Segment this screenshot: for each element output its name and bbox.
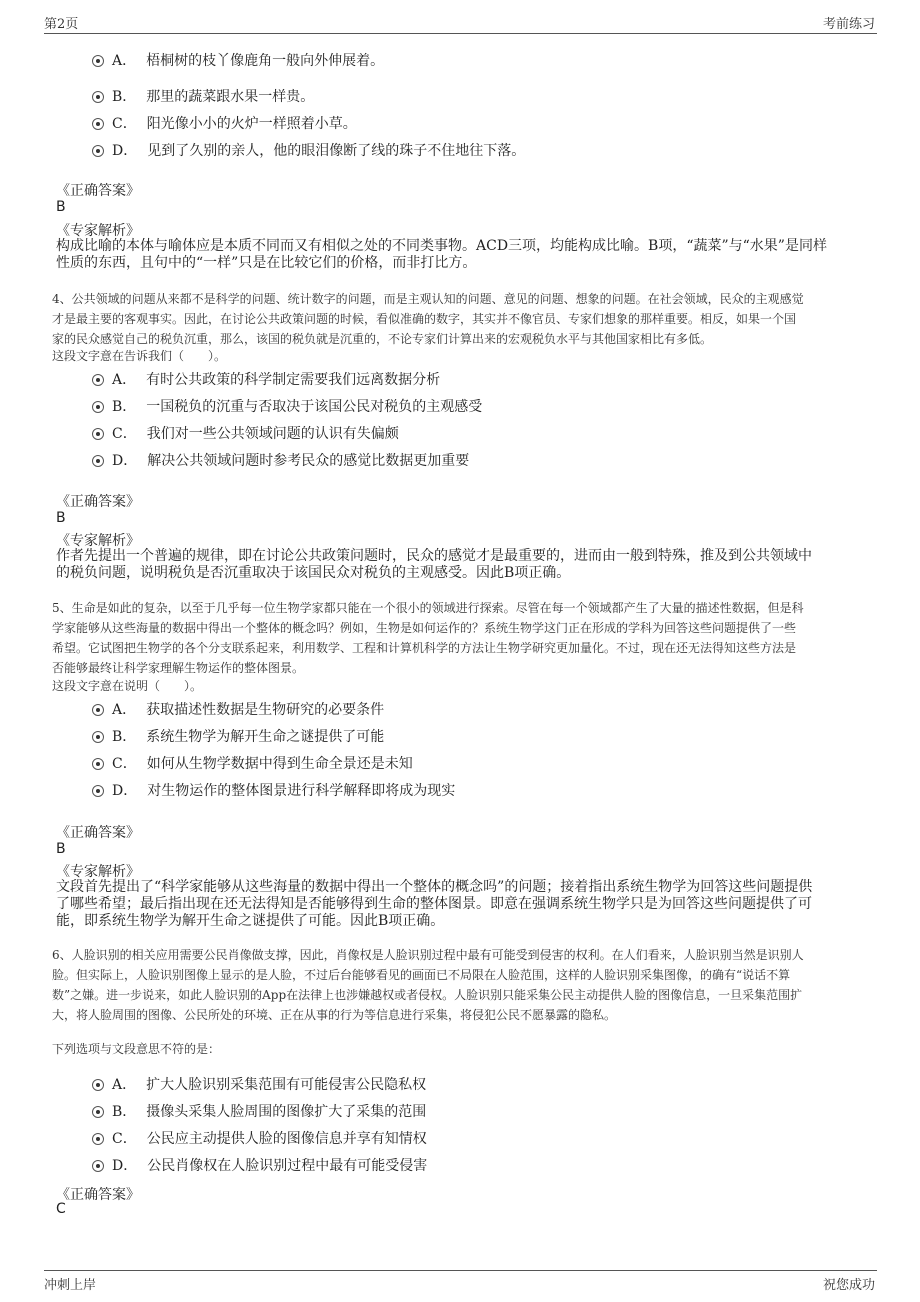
radio-icon[interactable] (92, 145, 104, 157)
q3-analysis: 构成比喻的本体与喻体应是本质不同而又有相似之处的不同类事物。ACD三项，均能构成比喻。B项，“蔬菜”与“水果”是同样 性质的东西，且句中的“一样”只是在比较它们的价格，而非打比方。 (56, 238, 827, 271)
radio-icon[interactable] (92, 731, 104, 743)
radio-icon[interactable] (92, 401, 104, 413)
q5-analysis-label: 《专家解析》 (56, 864, 140, 880)
radio-icon[interactable] (92, 455, 104, 467)
q3-option-a[interactable]: A． 梧桐树的枝丫像鹿角一般向外伸展着。 (92, 50, 384, 70)
footer-divider (44, 1270, 877, 1271)
q3-answer-label: 《正确答案》 (56, 183, 140, 199)
radio-icon[interactable] (92, 704, 104, 716)
radio-icon[interactable] (92, 758, 104, 770)
q3-analysis-label: 《专家解析》 (56, 223, 140, 239)
q4-stem: 4、公共领域的问题从来都不是科学的问题、统计数字的问题，而是主观认知的问题、意见的问题、想象的问题。在社会领域，民众的主观感觉 才是最主要的客观事实。因此，在讨论公共政策问题的时候，看似准确的数字，其实并不像官员、专家们想象的那样重要。相反，如果一个国 家的民众感觉自己的税负沉重，那么，该国的税负就是沉重的，不论专家们计算出来的宏观税负水平与其他国家相比有多低。 (52, 292, 804, 346)
q5-answer-label: 《正确答案》 (56, 825, 140, 841)
q4-analysis: 作者先提出一个普遍的规律，即在讨论公共政策问题时，民众的感觉才是最重要的，进而由一般到特殊，推及到公共领域中 的税负问题，说明税负是否沉重取决于该国民众对税负的主观感受。因此B项正确。 (56, 548, 812, 581)
q5-analysis: 文段首先提出了“科学家能够从这些海量的数据中得出一个整体的概念吗”的问题；接着指出系统生物学为回答这些问题提供 了哪些希望；最后指出现在还无法得知是否能够得到生命的整体图景。即意在强调系统生物学只是为回答这些问题提供了可 能，即系统生物学为解开生命之谜提供了可能。因此B项正确。 (56, 879, 813, 929)
q4-analysis-label: 《专家解析》 (56, 533, 140, 549)
radio-icon[interactable] (92, 785, 104, 797)
q3-option-c[interactable]: C． 阳光像小小的火炉一样照着小草。 (92, 113, 357, 133)
q4-option-b[interactable]: B． 一国税负的沉重与否取决于该国公民对税负的主观感受 (92, 396, 482, 416)
radio-icon[interactable] (92, 118, 104, 130)
radio-icon[interactable] (92, 1133, 104, 1145)
radio-icon[interactable] (92, 428, 104, 440)
radio-icon[interactable] (92, 1160, 104, 1172)
page-number: 第2页 (44, 17, 79, 32)
q3-option-d[interactable]: D． 见到了久别的亲人，他的眼泪像断了线的珠子不住地往下落。 (92, 140, 525, 160)
q4-prompt: 这段文字意在告诉我们（ ）。 (52, 349, 227, 363)
footer-right-text: 祝您成功 (823, 1278, 876, 1293)
q5-option-d[interactable]: D． 对生物运作的整体图景进行科学解释即将成为现实 (92, 780, 455, 800)
q6-option-c[interactable]: C． 公民应主动提供人脸的图像信息并享有知情权 (92, 1128, 427, 1148)
q6-option-a[interactable]: A． 扩大人脸识别采集范围有可能侵害公民隐私权 (92, 1074, 426, 1094)
q5-option-c[interactable]: C． 如何从生物学数据中得到生命全景还是未知 (92, 753, 413, 773)
q5-option-b[interactable]: B． 系统生物学为解开生命之谜提供了可能 (92, 726, 384, 746)
q6-answer: C (56, 1201, 66, 1217)
radio-icon[interactable] (92, 55, 104, 67)
q5-stem: 5、生命是如此的复杂，以至于几乎每一位生物学家都只能在一个很小的领域进行探索。尽管在每一个领域都产生了大量的描述性数据，但是科 学家能够从这些海量的数据中得出一个整体的概念吗？例如，生物是如何运作的？系统生物学这门正在形成的学科为回答这些问题提供了一些 希望。它试图把生物学的各个分支联系起来，利用数学、工程和计算机科学的方法让生物学研究更加量化。不过，现在还无法得知这些方法是 否能够最终让科学家理解生物运作的整体图景。 (52, 601, 804, 675)
radio-icon[interactable] (92, 1079, 104, 1091)
footer-left-text: 冲刺上岸 (44, 1278, 97, 1293)
q4-answer: B (56, 510, 66, 526)
q4-option-d[interactable]: D． 解决公共领域问题时参考民众的感觉比数据更加重要 (92, 450, 469, 470)
q4-option-a[interactable]: A． 有时公共政策的科学制定需要我们远离数据分析 (92, 369, 440, 389)
radio-icon[interactable] (92, 1106, 104, 1118)
radio-icon[interactable] (92, 91, 104, 103)
q3-answer: B (56, 199, 66, 215)
q4-answer-label: 《正确答案》 (56, 494, 140, 510)
radio-icon[interactable] (92, 374, 104, 386)
q6-option-d[interactable]: D． 公民肖像权在人脸识别过程中最有可能受侵害 (92, 1155, 427, 1175)
q6-option-b[interactable]: B． 摄像头采集人脸周围的图像扩大了采集的范围 (92, 1101, 426, 1121)
header-title: 考前练习 (823, 17, 876, 32)
q5-answer: B (56, 841, 66, 857)
header-divider (44, 33, 877, 34)
q5-option-a[interactable]: A． 获取描述性数据是生物研究的必要条件 (92, 699, 384, 719)
q6-answer-label: 《正确答案》 (56, 1187, 140, 1203)
q3-option-b[interactable]: B． 那里的蔬菜跟水果一样贵。 (92, 86, 314, 106)
q6-prompt: 下列选项与文段意思不符的是： (52, 1042, 221, 1056)
q6-stem: 6、人脸识别的相关应用需要公民肖像做支撑，因此，肖像权是人脸识别过程中最有可能受到侵害的权利。在人们看来，人脸识别当然是识别人 脸。但实际上，人脸识别图像上显示的是人脸，不过后台能够看见的画面已不局限在人脸范围，这样的人脸识别采集图像，的确有“说话不算 数”之嫌。进一步说来，如此人脸识别的App在法律上也涉嫌越权或者侵权。人脸识别只能采集公民主动提供人脸的图像信息，一旦采集范围扩 大，将人脸周围的图像、公民所处的环境、正在从事的行为等信息进行采集，将侵犯公民不愿暴露的隐私。 (52, 948, 804, 1022)
q5-prompt: 这段文字意在说明（ ）。 (52, 679, 203, 693)
q4-option-c[interactable]: C． 我们对一些公共领域问题的认识有失偏颇 (92, 423, 399, 443)
